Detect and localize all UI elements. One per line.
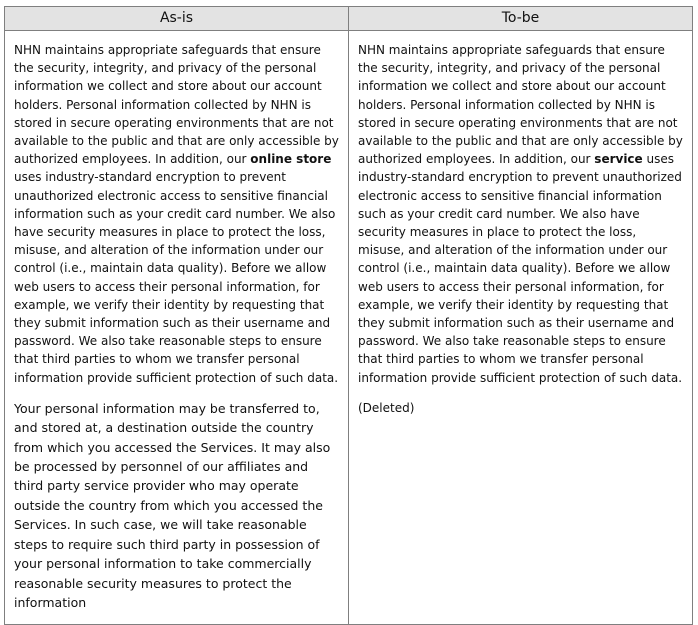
as-is-emphasized-term: online store	[250, 152, 332, 167]
table-body	[5, 31, 693, 625]
table-header	[5, 7, 693, 31]
as-is-header: As-is	[5, 7, 349, 31]
content-row	[5, 31, 693, 625]
to-be-emphasized-term: service	[594, 152, 643, 167]
to-be-paragraph1-start: NHN maintains appropriate safeguards that ensure the security, integrity, and privacy of the personal information we collect and store about our account holders. Personal information collected by NHN is stored in secure operating environments that are not available to the public and that are only accessible by authorized employees. In addition, our	[358, 43, 683, 167]
as-is-paragraph1-start: NHN maintains appropriate safeguards that ensure the security, integrity, and privacy of the personal information we collect and store about our account holders. Personal information collected by NHN is stored in secure operating environments that are not available to the public and that are only accessible by authorized employees. In addition, our	[14, 43, 339, 167]
as-is-paragraph1-end: uses industry-standard encryption to prevent unauthorized electronic access to sensitive financial information such as your credit card number. We also have security measures in place to protect the loss, misuse, and alteration of the information under our control (i.e., maintain data quality). Before we allow web users to access their personal information, for example, we verify their identity by requesting that they submit information such as their username and password. We also take reasonable steps to ensure that third parties to whom we transfer personal information provide sufficient protection of such data.	[14, 170, 339, 385]
as-is-security-paragraph	[14, 41, 341, 387]
header-row	[5, 7, 693, 31]
as-is-transfer-paragraph: Your personal information may be transferred to, and stored at, a destination outside the country from which you accessed the Services. It may also be processed by personnel of our affiliates and third party service provider who may operate outside the country from which you accessed the Services. In such case, we will take reasonable steps to require such third party in possession of your personal information to take commercially reasonable security measures to protect the information	[14, 400, 331, 610]
to-be-paragraph1-end: uses industry-standard encryption to prevent unauthorized electronic access to sensitive financial information such as your credit card number. We also have security measures in place to protect the loss, misuse, and alteration of the information under our control (i.e., maintain data quality). Before we allow web users to access their personal information, for example, we verify their identity by requesting that they submit information such as their username and password. We also take reasonable steps to ensure that third parties to whom we transfer personal information provide sufficient protection of such data.	[358, 152, 683, 385]
as-is-cell	[5, 31, 349, 625]
to-be-deleted-note: (Deleted)	[358, 400, 415, 415]
to-be-header: To-be	[349, 7, 693, 31]
policy-comparison-table	[4, 6, 693, 625]
to-be-security-paragraph	[358, 41, 685, 387]
to-be-cell	[349, 31, 693, 625]
